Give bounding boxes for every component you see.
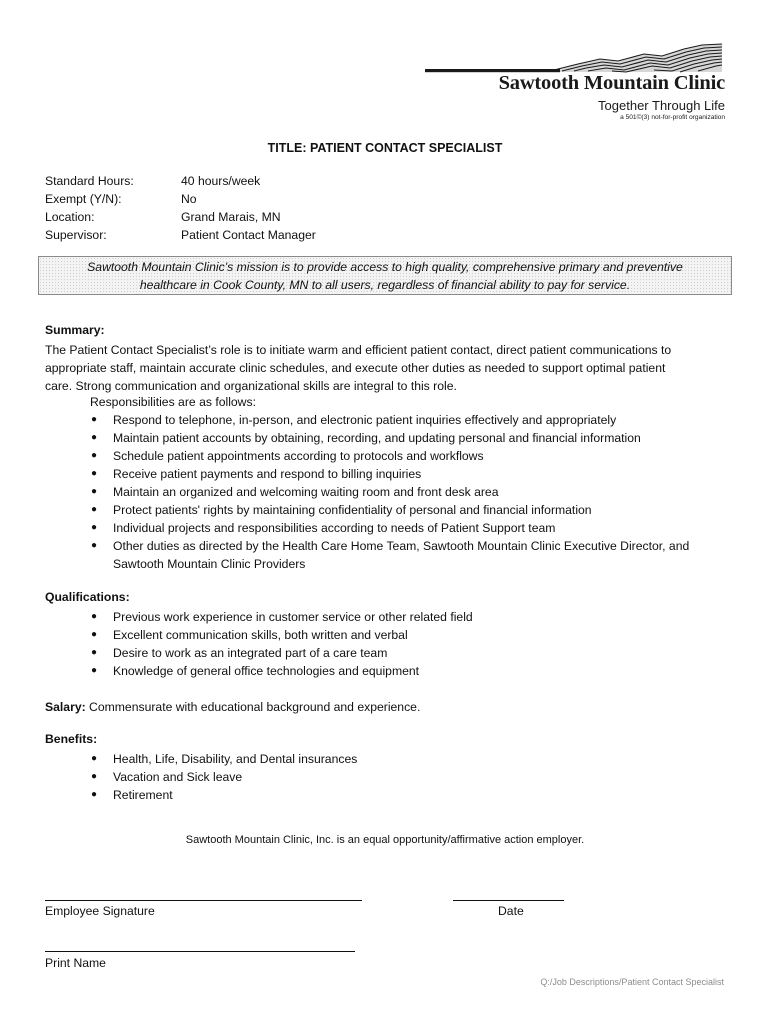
benefits-list <box>91 750 723 804</box>
mission-line: healthcare in Cook County, MN to all users, regardless of financial ability to pay for service. <box>139 278 631 292</box>
list-item-text: Maintain patient accounts by obtaining, recording, and updating personal and financial information <box>113 431 641 445</box>
info-value: No <box>181 192 197 206</box>
bullet-icon: ● <box>91 540 98 551</box>
info-value: Grand Marais, MN <box>181 210 281 224</box>
salary-label: Salary: <box>45 700 86 714</box>
list-item-text: Excellent communication skills, both written and verbal <box>113 628 408 642</box>
info-label: Location: <box>45 210 95 224</box>
list-item <box>91 411 723 429</box>
list-item-text: Knowledge of general office technologies and equipment <box>113 664 420 678</box>
summary-line: The Patient Contact Specialist’s role is to initiate warm and efficient patient contact, direct patient communications to <box>45 343 672 357</box>
list-item-text: Retirement <box>113 788 173 802</box>
bullet-icon: ● <box>91 771 98 782</box>
qualifications-list <box>91 608 723 680</box>
list-item <box>91 465 723 483</box>
clinic-tagline: Together Through Life <box>598 98 725 113</box>
list-item <box>91 786 723 804</box>
eeo-statement-text: Sawtooth Mountain Clinic, Inc. is an equal opportunity/affirmative action employer. <box>185 834 585 846</box>
list-item <box>91 519 723 537</box>
list-item-text: Health, Life, Disability, and Dental insurances <box>113 752 358 766</box>
employee-signature-line[interactable] <box>45 900 362 901</box>
bullet-icon: ● <box>91 414 98 425</box>
bullet-icon: ● <box>91 647 98 658</box>
bullet-icon: ● <box>91 611 98 622</box>
clinic-logo <box>422 40 727 124</box>
bullet-icon: ● <box>91 432 98 443</box>
list-item-text: Sawtooth Mountain Clinic Providers <box>113 557 306 571</box>
list-item <box>91 768 723 786</box>
list-item <box>91 537 723 555</box>
responsibilities-intro: Responsibilities are as follows: <box>90 395 256 409</box>
clinic-name: Sawtooth Mountain Clinic <box>498 72 725 94</box>
info-label: Standard Hours: <box>45 174 134 188</box>
info-row-standard-hours <box>45 172 316 190</box>
info-row-exempt <box>45 190 316 208</box>
employee-signature-label: Employee Signature <box>45 904 155 918</box>
list-item-text: Maintain an organized and welcoming waiting room and front desk area <box>113 485 499 499</box>
responsibilities-list <box>91 411 723 573</box>
date-line[interactable] <box>453 900 564 901</box>
info-label: Supervisor: <box>45 228 107 242</box>
list-item-text: Protect patients' rights by maintaining confidentiality of personal and financial information <box>113 503 592 517</box>
list-item <box>91 626 723 644</box>
list-item-text: Desire to work as an integrated part of a care team <box>113 646 388 660</box>
list-item-continuation <box>113 555 723 573</box>
summary-line: care. Strong communication and organizational skills are integral to this role. <box>45 379 457 393</box>
list-item-text: Vacation and Sick leave <box>113 770 243 784</box>
benefits-heading: Benefits: <box>45 732 98 746</box>
mission-line: Sawtooth Mountain Clinic’s mission is to provide access to high quality, comprehensive primary and preventive <box>87 260 683 274</box>
eeo-statement <box>0 834 770 846</box>
summary-line: appropriate staff, maintain accurate clinic schedules, and execute other duties as needed to support optimal patient <box>45 361 666 375</box>
bullet-icon: ● <box>91 789 98 800</box>
info-value: Patient Contact Manager <box>181 228 316 242</box>
list-item <box>91 750 723 768</box>
bullet-icon: ● <box>91 629 98 640</box>
bullet-icon: ● <box>91 504 98 515</box>
list-item <box>91 429 723 447</box>
date-label: Date <box>498 904 524 918</box>
list-item-text: Other duties as directed by the Health Care Home Team, Sawtooth Mountain Clinic Executive Director, and <box>113 539 690 553</box>
list-item <box>91 501 723 519</box>
list-item-text: Schedule patient appointments according to protocols and workflows <box>113 449 484 463</box>
list-item-text: Previous work experience in customer service or other related field <box>113 610 473 624</box>
list-item <box>91 608 723 626</box>
list-item <box>91 644 723 662</box>
nonprofit-note: a 501©(3) not-for-profit organization <box>620 114 725 121</box>
bullet-icon: ● <box>91 753 98 764</box>
print-name-label: Print Name <box>45 956 106 970</box>
salary-text: Commensurate with educational background and experience. <box>85 700 421 714</box>
info-row-supervisor <box>45 226 316 244</box>
print-name-line[interactable] <box>45 951 355 952</box>
bullet-icon: ● <box>91 486 98 497</box>
info-label: Exempt (Y/N): <box>45 192 122 206</box>
bullet-icon: ● <box>91 450 98 461</box>
bullet-icon: ● <box>91 522 98 533</box>
list-item-text: Receive patient payments and respond to billing inquiries <box>113 467 422 481</box>
list-item <box>91 662 723 680</box>
footer-file-path: Q:/Job Descriptions/Patient Contact Specialist <box>540 977 724 987</box>
list-item <box>91 483 723 501</box>
list-item-text: Individual projects and responsibilities according to needs of Patient Support team <box>113 521 556 535</box>
document-title <box>0 141 770 155</box>
qualifications-heading: Qualifications: <box>45 590 130 604</box>
info-row-location <box>45 208 316 226</box>
salary-line <box>45 698 420 716</box>
bullet-icon: ● <box>91 665 98 676</box>
info-value: 40 hours/week <box>181 174 261 188</box>
bullet-icon: ● <box>91 468 98 479</box>
document-title-text: TITLE: PATIENT CONTACT SPECIALIST <box>267 141 503 155</box>
summary-heading: Summary: <box>45 323 105 337</box>
job-info-table <box>45 172 316 244</box>
mission-statement-box <box>38 256 732 295</box>
list-item-text: Respond to telephone, in-person, and electronic patient inquiries effectively and appropriately <box>113 413 617 427</box>
summary-paragraph <box>45 341 717 395</box>
list-item <box>91 447 723 465</box>
